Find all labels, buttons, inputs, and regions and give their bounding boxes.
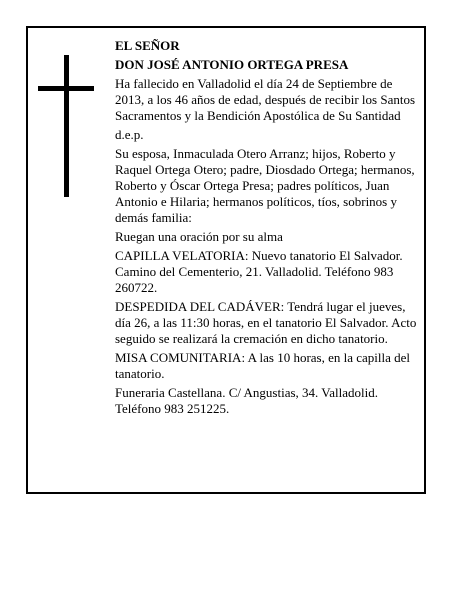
- deceased-name: DON JOSÉ ANTONIO ORTEGA PRESA: [115, 57, 349, 72]
- death-paragraph: Ha fallecido en Valladolid el día 24 de Septiembre de 2013, a los 46 años de edad, después de recibir los Santos Sacramentos y la Bendición Apostólica de Su Santidad: [115, 76, 416, 123]
- title-line-1: EL SEÑOR: [115, 38, 180, 53]
- cross-icon-crossbar: [38, 86, 94, 91]
- farewell-paragraph: DESPEDIDA DEL CADÁVER: Tendrá lugar el jueves, día 26, a las 11:30 horas, en el tanatorio El Salvador. Acto seguido se realizará la cremación en dicho tanatorio.: [115, 299, 417, 346]
- family-paragraph: Su esposa, Inmaculada Otero Arranz; hijos, Roberto y Raquel Ortega Otero; padre, Diosdado Ortega; hermanos, Roberto y Óscar Ortega Presa; padres políticos, Juan Antonio e Hilaria; hermanos políticos, tíos, sobrinos y demás familia:: [115, 146, 415, 225]
- dep-text: d.e.p.: [115, 127, 144, 142]
- obituary-text: [115, 38, 421, 420]
- mass-paragraph: MISA COMUNITARIA: A las 10 horas, en la capilla del tanatorio.: [115, 350, 411, 381]
- chapel-paragraph: CAPILLA VELATORIA: Nuevo tanatorio El Salvador. Camino del Cementerio, 21. Valladolid. Teléfono 983 260722.: [115, 248, 403, 295]
- funeral-home-paragraph: Funeraria Castellana. C/ Angustias, 34. Valladolid. Teléfono 983 251225.: [115, 385, 378, 416]
- prayer-text: Ruegan una oración por su alma: [115, 229, 283, 244]
- cross-icon: [64, 55, 69, 197]
